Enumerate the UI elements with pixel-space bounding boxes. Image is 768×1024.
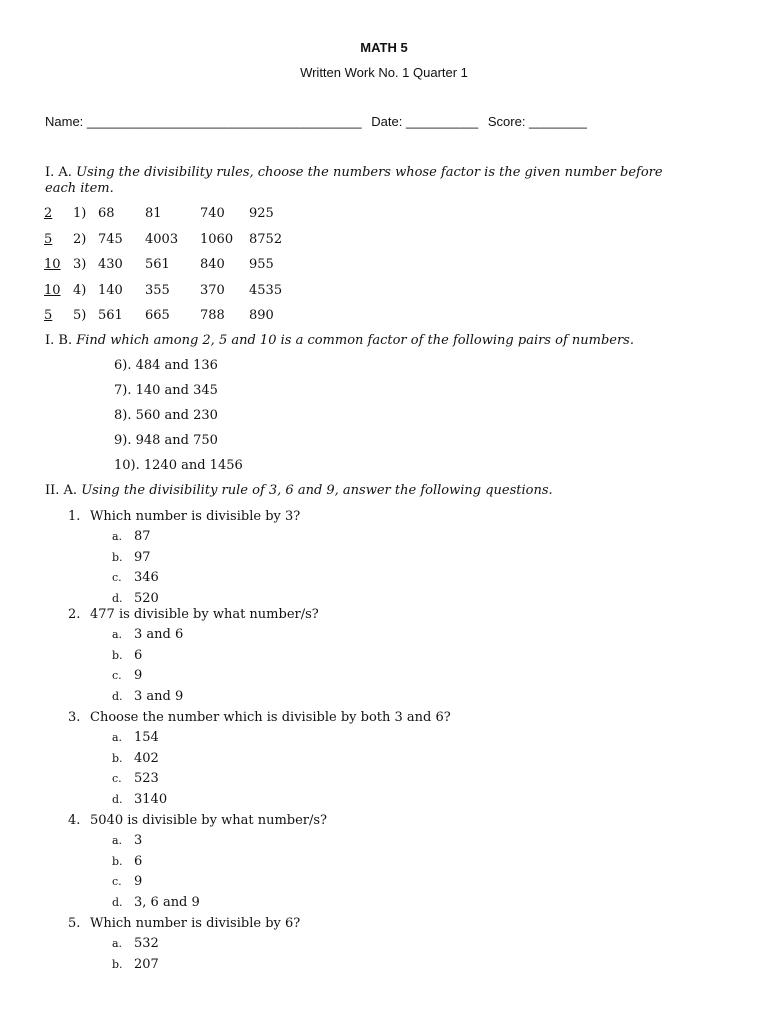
answer-option bbox=[112, 550, 151, 565]
header-fields bbox=[45, 114, 587, 129]
item-choice-value: 955 bbox=[249, 257, 274, 272]
item-choice-value: 81 bbox=[145, 206, 162, 221]
option-letter: d. bbox=[112, 591, 123, 605]
part-ia-instruction-text: Using the divisibility rules, choose the numbers whose factor is the given number before bbox=[76, 165, 663, 180]
answer-option bbox=[112, 792, 167, 807]
item-number: 2) bbox=[73, 232, 87, 247]
item-choice-value: 68 bbox=[98, 206, 115, 221]
option-letter: d. bbox=[112, 689, 123, 703]
name-field-label: Name: ______________________________________ bbox=[45, 114, 362, 129]
answer-option bbox=[112, 936, 159, 951]
option-value: 402 bbox=[134, 750, 159, 766]
answer-option bbox=[112, 627, 183, 642]
question-text: Which number is divisible by 6? bbox=[90, 916, 301, 931]
answer-option bbox=[112, 874, 142, 889]
answer-option bbox=[112, 751, 159, 766]
option-value: 6 bbox=[134, 853, 143, 869]
item-given-factor: 5 bbox=[44, 232, 53, 247]
option-letter: b. bbox=[112, 957, 123, 971]
option-letter: a. bbox=[112, 530, 123, 543]
question-number: 2. bbox=[68, 607, 81, 622]
option-value: 154 bbox=[134, 730, 159, 745]
part-ia-label: I. A. bbox=[45, 165, 72, 180]
item-choice-value: 740 bbox=[200, 206, 225, 221]
option-letter: c. bbox=[112, 772, 122, 786]
part-ia-instruction-cont: each item. bbox=[45, 181, 114, 196]
option-letter: b. bbox=[112, 854, 123, 868]
answer-option bbox=[112, 730, 159, 745]
option-letter: b. bbox=[112, 648, 123, 662]
option-letter: a. bbox=[112, 937, 123, 950]
item-choice-value: 745 bbox=[98, 232, 123, 247]
part-ib-label: I. B. bbox=[45, 333, 73, 348]
pair-item: 7). 140 and 345 bbox=[114, 383, 218, 398]
option-letter: b. bbox=[112, 550, 123, 564]
part-ib-instruction-text: Find which among 2, 5 and 10 is a common factor of the following pairs of numbers. bbox=[76, 333, 634, 348]
option-value: 3 bbox=[134, 833, 143, 848]
item-given-factor: 2 bbox=[44, 206, 53, 221]
item-choice-value: 788 bbox=[200, 308, 225, 323]
answer-option bbox=[112, 771, 159, 786]
item-choice-value: 4003 bbox=[145, 232, 179, 247]
item-choice-value: 840 bbox=[200, 257, 225, 272]
item-number: 5) bbox=[73, 308, 87, 323]
part-iia-label: II. A. bbox=[45, 483, 78, 498]
question-text: 477 is divisible by what number/s? bbox=[90, 607, 319, 622]
pair-item: 9). 948 and 750 bbox=[114, 433, 218, 448]
item-choice-value: 925 bbox=[249, 206, 274, 221]
option-value: 3 and 6 bbox=[134, 627, 184, 642]
answer-option bbox=[112, 668, 142, 683]
option-letter: d. bbox=[112, 792, 123, 806]
part-ia-instruction bbox=[45, 165, 663, 180]
answer-option bbox=[112, 570, 159, 585]
question-text: 5040 is divisible by what number/s? bbox=[90, 813, 328, 828]
item-choice-value: 140 bbox=[98, 283, 123, 298]
part-iia-instruction bbox=[45, 483, 553, 498]
item-choice-value: 430 bbox=[98, 257, 123, 272]
option-value: 207 bbox=[134, 956, 159, 972]
part-iia-instruction-text: Using the divisibility rule of 3, 6 and 9, answer the following questions. bbox=[81, 483, 553, 498]
option-value: 6 bbox=[134, 647, 143, 663]
answer-option bbox=[112, 591, 159, 606]
option-letter: a. bbox=[112, 834, 123, 847]
item-choice-value: 8752 bbox=[249, 232, 283, 247]
score-field-label: Score: ________ bbox=[487, 114, 587, 129]
option-letter: c. bbox=[112, 669, 122, 683]
item-choice-value: 355 bbox=[145, 283, 170, 298]
answer-option bbox=[112, 895, 200, 910]
option-value: 532 bbox=[134, 936, 159, 951]
answer-option bbox=[112, 957, 159, 972]
item-choice-value: 370 bbox=[200, 283, 225, 298]
item-choice-value: 4535 bbox=[249, 283, 283, 298]
question-number: 4. bbox=[68, 813, 81, 828]
page-title: MATH 5 bbox=[360, 40, 408, 55]
item-choice-value: 561 bbox=[145, 257, 170, 272]
question-number: 1. bbox=[68, 509, 81, 524]
question-text: Which number is divisible by 3? bbox=[90, 509, 301, 524]
option-value: 9 bbox=[134, 668, 143, 684]
item-number: 4) bbox=[73, 283, 87, 298]
option-letter: d. bbox=[112, 895, 123, 909]
question-number: 5. bbox=[68, 916, 81, 931]
option-letter: a. bbox=[112, 628, 123, 641]
item-given-factor: 10 bbox=[44, 257, 61, 272]
option-value: 346 bbox=[134, 570, 159, 586]
question-text: Choose the number which is divisible by both 3 and 6? bbox=[90, 710, 451, 725]
pair-item: 8). 560 and 230 bbox=[114, 408, 218, 423]
option-value: 87 bbox=[134, 529, 151, 544]
option-value: 520 bbox=[134, 590, 159, 606]
pair-item: 10). 1240 and 1456 bbox=[114, 458, 243, 473]
item-choice-value: 561 bbox=[98, 308, 123, 323]
item-choice-value: 890 bbox=[249, 308, 274, 323]
option-letter: c. bbox=[112, 875, 122, 889]
option-value: 523 bbox=[134, 771, 159, 787]
item-given-factor: 10 bbox=[44, 283, 61, 298]
option-letter: b. bbox=[112, 751, 123, 765]
pair-item: 6). 484 and 136 bbox=[114, 358, 218, 373]
option-value: 9 bbox=[134, 874, 143, 890]
question-number: 3. bbox=[68, 710, 81, 725]
option-value: 3, 6 and 9 bbox=[134, 894, 200, 910]
item-choice-value: 665 bbox=[145, 308, 170, 323]
page-subtitle: Written Work No. 1 Quarter 1 bbox=[300, 65, 468, 80]
item-given-factor: 5 bbox=[44, 308, 53, 323]
answer-option bbox=[112, 529, 151, 544]
item-number: 3) bbox=[73, 257, 87, 272]
item-choice-value: 1060 bbox=[200, 232, 234, 247]
option-letter: a. bbox=[112, 731, 123, 744]
answer-option bbox=[112, 648, 142, 663]
item-number: 1) bbox=[73, 206, 87, 221]
option-value: 97 bbox=[134, 549, 151, 565]
answer-option bbox=[112, 833, 142, 848]
option-value: 3 and 9 bbox=[134, 688, 184, 704]
answer-option bbox=[112, 689, 183, 704]
date-field-label: Date: __________ bbox=[371, 114, 479, 129]
answer-option bbox=[112, 854, 142, 869]
option-value: 3140 bbox=[134, 791, 168, 807]
option-letter: c. bbox=[112, 571, 122, 585]
part-ib-instruction bbox=[45, 333, 634, 348]
